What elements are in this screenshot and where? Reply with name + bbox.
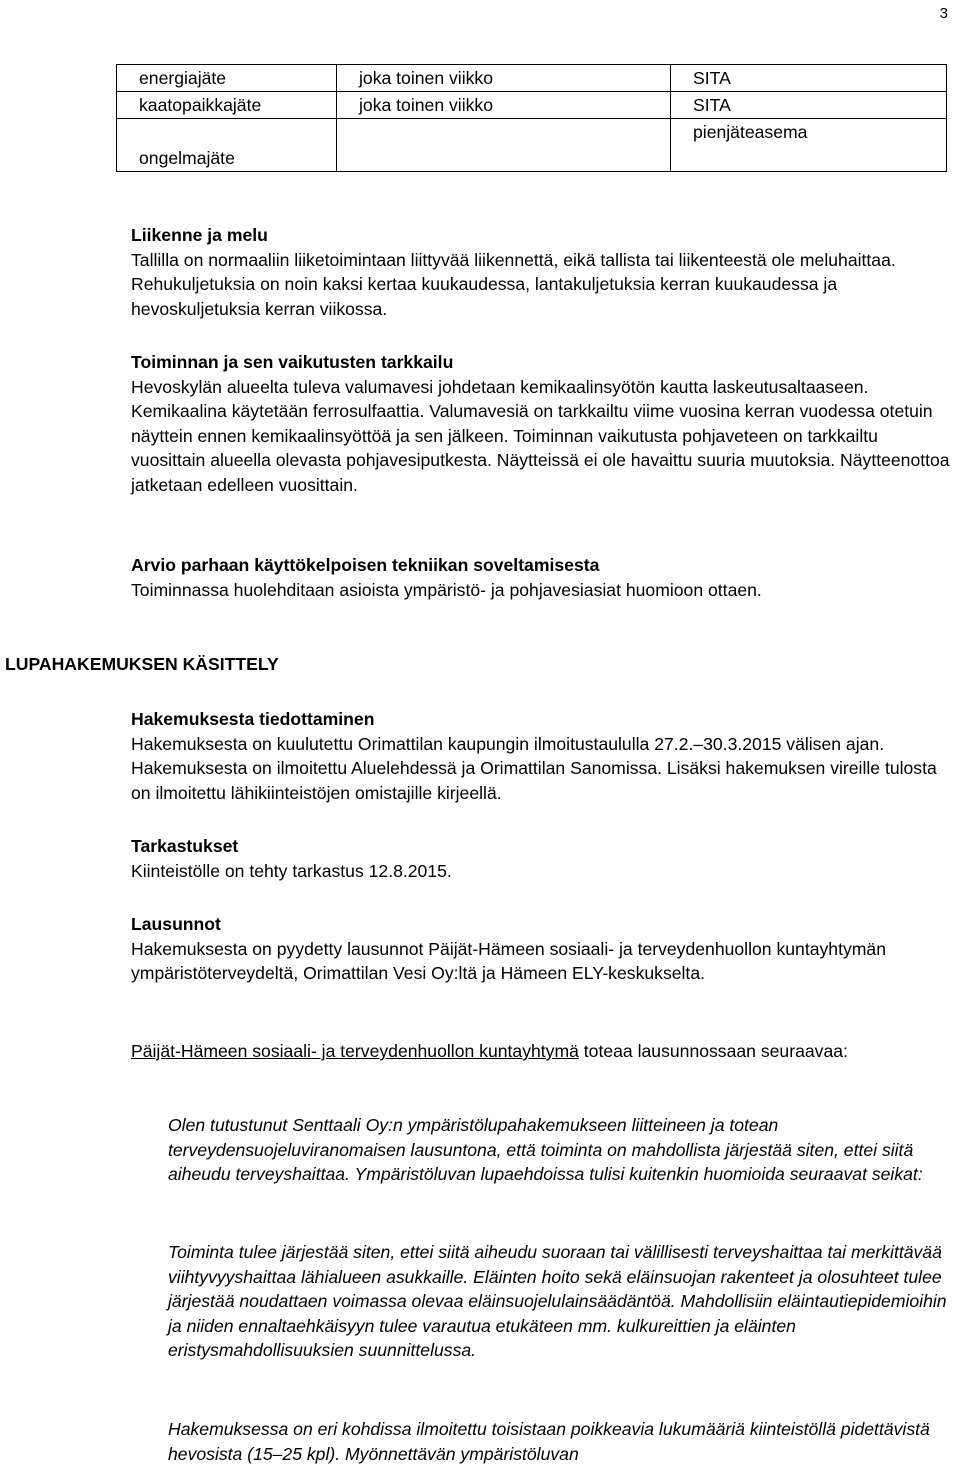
section-text: Hakemuksesta on kuulutettu Orimattilan kaupungin ilmoitustaululla 27.2.–30.3.2015 välisen ajan. Hakemuksesta on ilmoitettu Aluelehdessä ja Orimattilan Sanomissa. Lisäksi hakemuksen vireille tulosta on ilmoitettu lähikiinteistöjen omistajille kirjeellä. <box>131 733 937 803</box>
phsotey-intro <box>131 1039 921 1064</box>
table-row <box>117 92 947 119</box>
statements-section <box>131 912 956 986</box>
receiver-cell: pienjäteasema <box>671 119 947 172</box>
bat-section <box>131 553 956 602</box>
interval-cell: joka toinen viikko <box>337 92 671 119</box>
section-heading: Tarkastukset <box>131 836 239 856</box>
receiver-cell: SITA <box>671 65 947 92</box>
section-text: Kiinteistölle on tehty tarkastus 12.8.2015. <box>131 860 452 881</box>
section-heading: Liikenne ja melu <box>131 225 268 245</box>
waste-type-cell: kaatopaikkajäte <box>117 92 337 119</box>
statement-quote: Hakemuksessa on eri kohdissa ilmoitettu toisistaan poikkeavia lukumääriä kiinteistöllä pidettävistä hevosista (15–25 kpl). Myönnettävän ympäristöluvan <box>168 1419 930 1464</box>
inspections-section <box>131 834 956 883</box>
table-row <box>117 119 947 172</box>
waste-type-cell: energiajäte <box>117 65 337 92</box>
section-heading: Arvio parhaan käyttökelpoisen tekniikan soveltamisesta <box>131 555 600 575</box>
statement-quote: Toiminta tulee järjestää siten, ettei siitä aiheudu suoraan tai välillisesti terveyshaittaa tai merkittävää viihtyvyyshaittaa lähialueen asukkaille. Eläinten hoito sekä eläinsuojan rakenteet ja olosuhteet tulee järjestää noudattaen voimassa olevaa eläinsuojelulainsäädäntöä. Mahdollisiin eläintautiepidemioihin ja niiden ennaltaehkäisyyn tulee varautua etukäteen mm. kulkureittien ja eläinten eristysmahdollisuuksien suunnittelussa. <box>168 1242 947 1361</box>
interval-cell <box>337 119 671 172</box>
table-row <box>117 65 947 92</box>
announcement-section <box>131 707 956 805</box>
page-number: 3 <box>939 5 948 22</box>
statement-quote: Olen tutustunut Senttaali Oy:n ympäristölupahakemukseen liitteineen ja totean terveydensuojeluviranomaisen lausuntona, että toiminta on mahdollista järjestää siten, ettei siitä aiheudu terveyshaittaa. Ympäristöluvan lupaehdoissa tulisi kuitenkin huomioida seuraavat seikat: <box>168 1115 923 1185</box>
section-heading: Lausunnot <box>131 914 221 934</box>
processing-heading: LUPAHAKEMUKSEN KÄSITTELY <box>5 654 279 674</box>
section-text: Hevoskylän alueelta tuleva valumavesi johdetaan kemikaalinsyötön kautta laskeutusaltaaseen. Kemikaalina käytetään ferrosulfaattia. Valumavesiä on tarkkailtu viime vuosina kerran vuodessa otetuin näyttein ennen kemikaalinsyöttöä ja sen jälkeen. Toiminnan vaikutusta pohjaveteen on tarkkailtu vuosittain alueella olevasta pohjavesiputkesta. Näytteissä ei ole havaittu suuria muutoksia. Näytteenottoa jatketaan edelleen vuosittain. <box>131 376 950 495</box>
waste-type-cell: ongelmajäte <box>117 119 337 172</box>
intro-text: toteaa lausunnossaan seuraavaa: <box>578 1041 848 1061</box>
interval-cell: joka toinen viikko <box>337 65 671 92</box>
organisation-name: Päijät-Hämeen sosiaali- ja terveydenhuollon kuntayhtymä <box>131 1041 579 1061</box>
section-text: Hakemuksesta on pyydetty lausunnot Päijät-Hämeen sosiaali- ja terveydenhuollon kuntayhtymän ympäristöterveydeltä, Orimattilan Vesi Oy:ltä ja Hämeen ELY-keskukselta. <box>131 938 886 984</box>
section-text: Tallilla on normaaliin liiketoimintaan liittyvää liikennettä, eikä tallista tai liikenteestä ole meluhaittaa. Rehukuljetuksia on noin kaksi kertaa kuukaudessa, lantakuljetuksia kerran kuukaudessa ja hevoskuljetuksia kerran viikossa. <box>131 249 896 319</box>
section-text: Toiminnassa huolehditaan asioista ympäristö- ja pohjavesiasiat huomioon ottaen. <box>131 579 762 600</box>
receiver-cell: SITA <box>671 92 947 119</box>
monitoring-section <box>131 350 953 498</box>
traffic-section <box>131 223 956 321</box>
section-heading: Hakemuksesta tiedottaminen <box>131 709 375 729</box>
waste-table <box>116 64 947 172</box>
section-heading: Toiminnan ja sen vaikutusten tarkkailu <box>131 352 454 372</box>
